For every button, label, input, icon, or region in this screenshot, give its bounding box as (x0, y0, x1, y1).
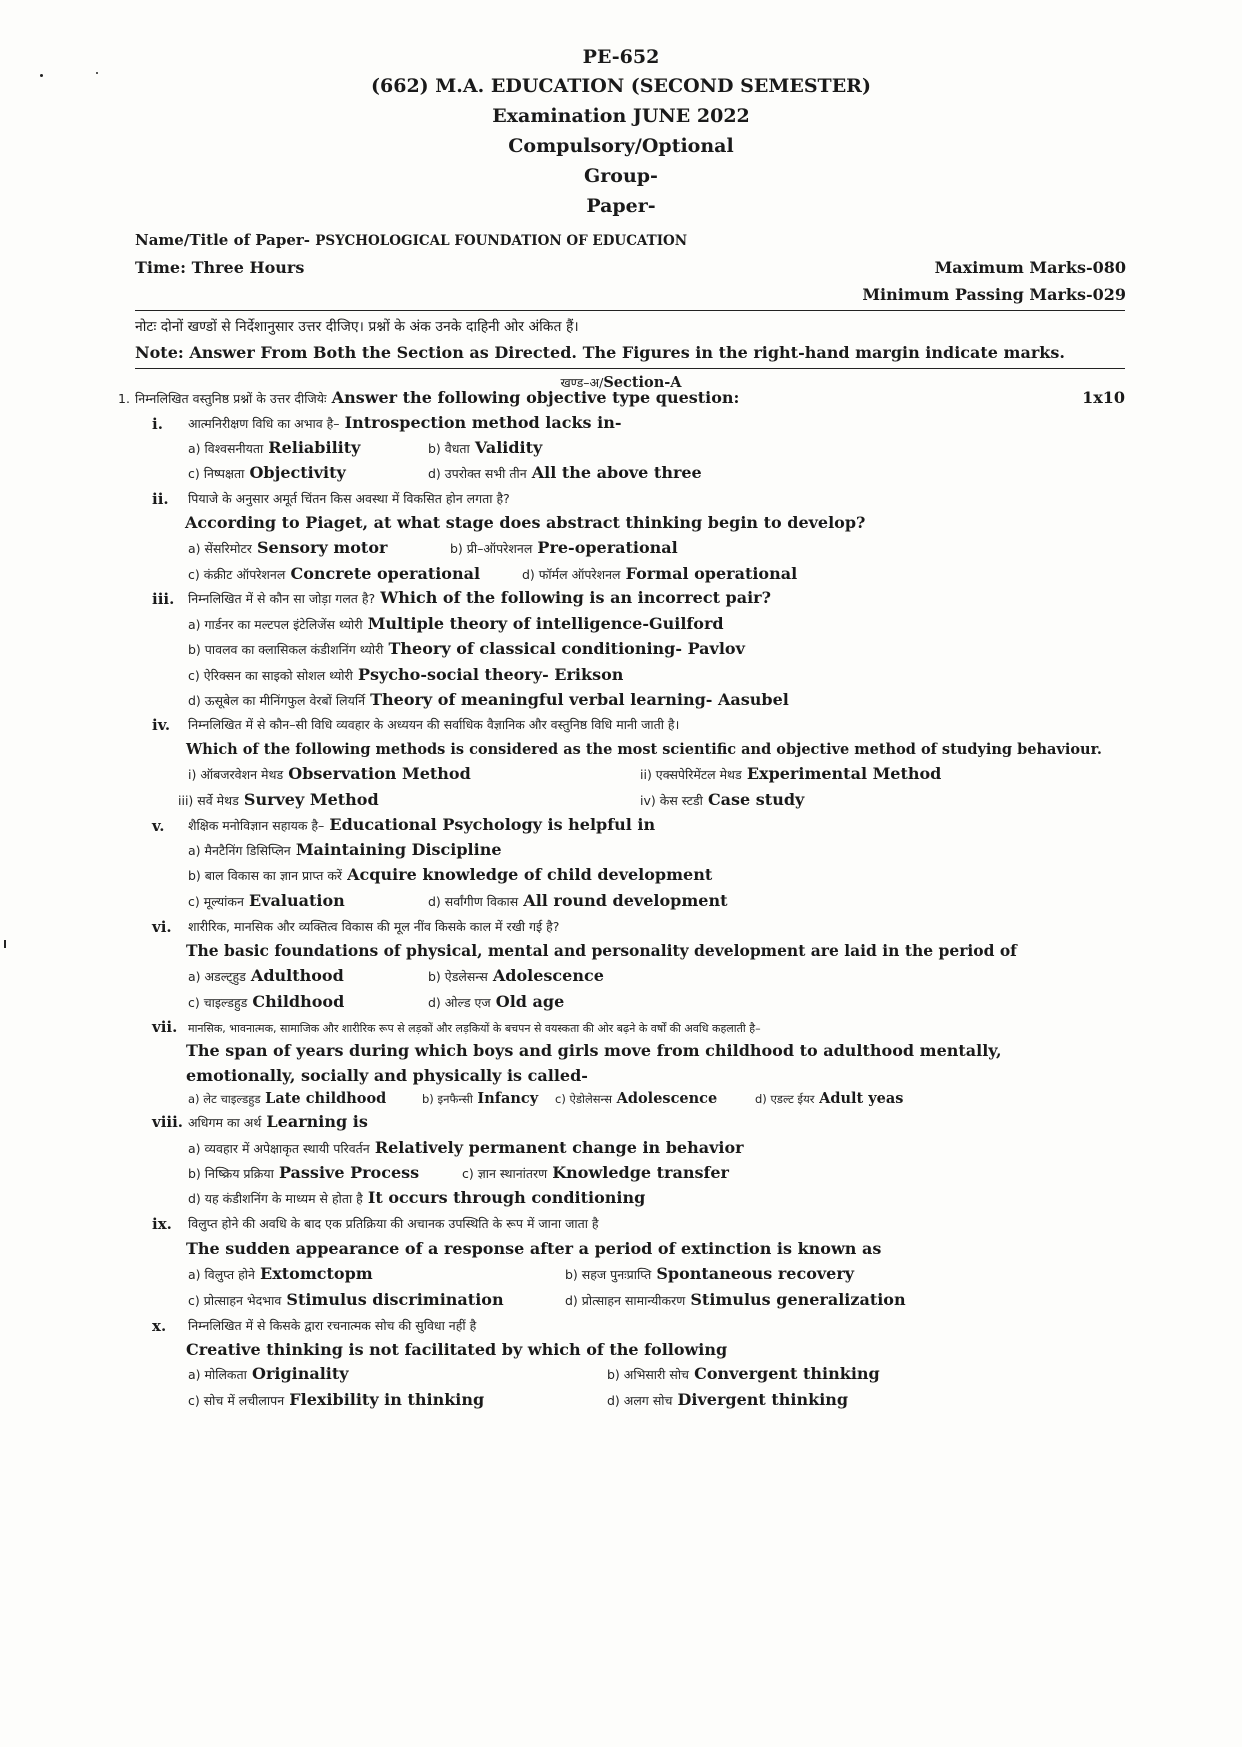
option-english: All round development (523, 891, 728, 910)
option-hindi: d) ऊसूबेल का मीनिंगफुल वेरबों लियर्नि (188, 693, 366, 708)
item-stem-english: Which of the following is an incorrect pair? (380, 588, 771, 607)
option (188, 840, 502, 861)
option (755, 1089, 903, 1109)
option-english: Extomctopm (260, 1264, 373, 1283)
option (188, 764, 471, 785)
option-hindi: d) अलग सोच (607, 1393, 673, 1408)
option (555, 1089, 717, 1109)
scan-speck (96, 72, 98, 74)
item-stem-hindi (188, 1315, 476, 1336)
item-number: i. (152, 415, 163, 433)
option-hindi: c) मूल्यांकन (188, 894, 244, 909)
option-english: Reliability (268, 438, 361, 457)
option-hindi: a) मोलिकता (188, 1367, 247, 1382)
note-english: Note: Answer From Both the Section as Directed. The Figures in the right-hand margin indicate marks. (135, 343, 1065, 362)
option-hindi: c) ऐरिक्सन का साइको सोशल थ्योरी (188, 668, 353, 683)
section-heading-hindi: खण्ड–अ/ (560, 375, 604, 390)
option-english: Evaluation (249, 891, 345, 910)
option-hindi: b) ऐडलेसन्स (428, 969, 488, 984)
option-english: Late childhood (265, 1090, 387, 1107)
group-label: Group- (584, 165, 658, 187)
item-stem-english-text: According to Piaget, at what stage does abstract thinking begin to develop? (185, 513, 866, 532)
paper-name-value: PSYCHOLOGICAL FOUNDATION OF EDUCATION (315, 233, 688, 249)
note-hindi: नोटः दोनों खण्डों से निर्देशानुसार उत्तर दीजिए। प्रश्नों के अंक उनके दाहिनी ओर अंकित हैं। (135, 319, 579, 335)
item-stem-english-text-2: emotionally, socially and physically is called- (186, 1066, 588, 1085)
item-stem-english-cont (186, 1066, 588, 1086)
option-english: Sensory motor (256, 538, 388, 557)
option (640, 764, 941, 785)
item-stem-hindi (188, 714, 679, 735)
item-stem (188, 1112, 368, 1133)
item-stem (188, 588, 771, 609)
item-stem-hindi (188, 488, 510, 509)
option-english: Old age (495, 992, 565, 1011)
question-1-marks: 1x10 (1082, 388, 1125, 407)
section-heading-english: Section-A (603, 374, 682, 391)
option (188, 614, 724, 635)
option-english: Flexibility in thinking (289, 1390, 485, 1409)
option-hindi: b) निष्क्रिय प्रक्रिया (188, 1166, 274, 1181)
option (188, 966, 344, 987)
option-hindi: d) उपरोक्त सभी तीन (428, 466, 527, 481)
item-stem-hindi-text: पियाजे के अनुसार अमूर्त चिंतन किस अवस्था में विकसित होन लगता है? (188, 491, 510, 506)
question-1-number: 1. (118, 391, 130, 406)
option (565, 1264, 854, 1285)
item-stem-english (186, 1041, 1002, 1061)
option-hindi: b) पावलव का क्लासिकल कंडीशनिंग थ्योरी (188, 642, 384, 657)
option-hindi: b) वैधता (428, 441, 470, 456)
option-english: Adolescence (616, 1090, 718, 1107)
option (178, 790, 379, 811)
option-hindi: c) निष्पक्षता (188, 466, 245, 481)
item-number: viii. (152, 1113, 184, 1131)
option-hindi: a) सेंसरिमोटर (188, 541, 252, 556)
option-hindi: d) फॉर्मल ऑपरेशनल (522, 567, 621, 582)
option (188, 1390, 484, 1411)
item-number: vi. (152, 918, 172, 936)
paper-code: PE-652 (582, 46, 660, 68)
option (188, 1188, 645, 1209)
option-english: Observation Method (288, 764, 471, 783)
option (188, 992, 344, 1013)
option (188, 690, 789, 711)
option (462, 1163, 729, 1184)
option-english: Stimulus discrimination (286, 1290, 504, 1309)
question-1 (118, 388, 739, 409)
option-hindi: c) कंक्रीट ऑपरेशनल (188, 567, 286, 582)
item-stem-english (186, 1239, 881, 1259)
option-english: Objectivity (249, 463, 346, 482)
option-english: It occurs through conditioning (367, 1188, 646, 1207)
option-english: Case study (707, 790, 805, 809)
option-hindi: iii) सर्वे मेथड (178, 793, 239, 808)
option-english: Multiple theory of intelligence-Guilford (367, 614, 724, 633)
item-stem-hindi-text: शारीरिक, मानसिक और व्यक्तित्व विकास की मूल नींव किसके काल में रखी गई है? (188, 919, 560, 934)
item-number: ii. (152, 490, 169, 508)
option-hindi: a) मैनटैनिंग डिसिप्लिन (188, 843, 291, 858)
course-title: (662) M.A. EDUCATION (SECOND SEMESTER) (371, 75, 871, 97)
option-english: Acquire knowledge of child development (347, 865, 713, 884)
option (188, 1138, 744, 1159)
option-hindi: a) अडल्ट्हुड (188, 969, 246, 984)
option (607, 1390, 848, 1411)
item-stem-hindi (188, 1017, 761, 1039)
option-hindi: b) प्री–ऑपरेशनल (450, 541, 533, 556)
option-english: All the above three (531, 463, 702, 482)
option (188, 1163, 419, 1184)
option-english: Originality (252, 1364, 349, 1383)
option (565, 1290, 906, 1311)
item-stem-hindi-text: मानसिक, भावनात्मक, सामाजिक और शारीरिक रूप से लड़कों और लड़कियों के बचपन से वयस्कता की ओर बढ़ने के वर्षों की अवधि कहलाती है– (188, 1022, 761, 1035)
item-stem-english (186, 1340, 727, 1360)
option-english: Adulthood (250, 966, 344, 985)
option (188, 438, 360, 459)
option-english: Spontaneous recovery (656, 1264, 855, 1283)
option-hindi: c) प्रोत्साहन भेदभाव (188, 1293, 282, 1308)
option (188, 665, 623, 686)
item-stem-hindi: अधिगम का अर्थ (188, 1115, 262, 1130)
option (188, 1089, 386, 1109)
option-english: Relatively permanent change in behavior (374, 1138, 744, 1157)
option-hindi: a) व्यवहार में अपेक्षाकृत स्थायी परिवर्तन (188, 1141, 370, 1156)
scan-speck (4, 940, 6, 948)
option-hindi: b) सहज पुनःप्राप्ति (565, 1267, 652, 1282)
option-hindi: ii) एक्सपेरिमेंटल मेथड (640, 767, 742, 782)
option-hindi: b) बाल विकास का ज्ञान प्राप्त करें (188, 868, 343, 883)
paper-type: Compulsory/Optional (508, 135, 734, 157)
item-stem-hindi: आत्मनिरीक्षण विधि का अभाव है– (188, 416, 340, 431)
item-number: x. (152, 1317, 167, 1335)
item-stem-hindi: निम्नलिखित में से कौन सा जोड़ा गलत है? (188, 591, 376, 606)
paper-name (135, 231, 687, 249)
item-stem-english: Introspection method lacks in- (344, 413, 622, 432)
option-english: Survey Method (243, 790, 379, 809)
minimum-passing-marks: Minimum Passing Marks-029 (862, 285, 1126, 304)
option (188, 1264, 373, 1285)
option-english: Theory of meaningful verbal learning- Aasubel (370, 690, 789, 709)
item-stem (188, 413, 621, 434)
option (607, 1364, 880, 1385)
item-stem-english (186, 740, 1102, 760)
option-english: Psycho-social theory- Erikson (357, 665, 624, 684)
item-stem-english-text: The sudden appearance of a response after a period of extinction is known as (186, 1239, 882, 1258)
option (522, 564, 797, 585)
option-hindi: c) ऐडोलेसन्स (555, 1092, 613, 1106)
exam-session: Examination JUNE 2022 (492, 105, 750, 127)
option-hindi: b) इनफैन्सी (422, 1092, 473, 1106)
option-english: Pre-operational (537, 538, 678, 557)
option (188, 538, 387, 559)
option-hindi: d) ओल्ड एज (428, 995, 491, 1010)
item-number: v. (152, 817, 165, 835)
option (428, 992, 564, 1013)
option-english: Knowledge transfer (552, 1163, 729, 1182)
item-number: vii. (152, 1018, 178, 1036)
divider (135, 368, 1125, 369)
paper-label: Paper- (586, 195, 656, 217)
option-hindi: c) ज्ञान स्थानांतरण (462, 1166, 548, 1181)
option (428, 438, 542, 459)
option-english: Formal operational (625, 564, 798, 583)
option-hindi: a) लेट चाइल्डहुड (188, 1092, 261, 1106)
option (188, 1364, 349, 1385)
option-hindi: a) गार्डनर का मल्टपल इंटेलिजेंस थ्योरी (188, 617, 363, 632)
item-stem-hindi: शैक्षिक मनोविज्ञान सहायक है– (188, 818, 325, 833)
option-english: Concrete operational (290, 564, 481, 583)
divider (135, 310, 1125, 311)
item-stem-hindi (188, 916, 559, 937)
option (450, 538, 678, 559)
option-hindi: d) सर्वांगीण विकास (428, 894, 519, 909)
option-hindi: iv) केस स्टडी (640, 793, 703, 808)
option (422, 1089, 538, 1109)
option (640, 790, 804, 811)
option (428, 966, 604, 987)
option (428, 463, 702, 484)
item-number: iii. (152, 590, 175, 608)
option-english: Convergent thinking (694, 1364, 880, 1383)
option-hindi: a) विश्वसनीयता (188, 441, 264, 456)
item-number: ix. (152, 1215, 172, 1233)
option (428, 891, 727, 912)
item-stem-hindi-text: विलुप्त होने की अवधि के बाद एक प्रतिक्रिया की अचानक उपस्थिति के रूप में जाना जाता है (188, 1216, 599, 1231)
option-english: Theory of classical conditioning- Pavlov (388, 639, 745, 658)
item-stem-english (185, 513, 865, 533)
option-hindi: d) यह कंडीशनिंग के माध्यम से होता है (188, 1191, 363, 1206)
option-english: Passive Process (278, 1163, 420, 1182)
option (188, 865, 712, 886)
option-english: Adolescence (492, 966, 604, 985)
option-hindi: i) ऑबजरवेशन मेथड (188, 767, 284, 782)
item-stem-english-text: The span of years during which boys and girls move from childhood to adulthood mentally, (186, 1041, 1002, 1060)
item-stem-hindi (188, 1213, 599, 1234)
item-stem-english (186, 941, 1017, 961)
option (188, 639, 745, 660)
item-stem-english-text: Which of the following methods is considered as the most scientific and objective method of studying behaviour. (186, 741, 1102, 758)
option (188, 891, 345, 912)
maximum-marks: Maximum Marks-080 (934, 258, 1126, 277)
time-allowed: Time: Three Hours (135, 258, 305, 277)
item-stem-hindi-text: निम्नलिखित में से कौन–सी विधि व्यवहार के अध्ययन की सर्वाधिक वैज्ञानिक और वस्तुनिष्ठ विधि मानी जाती है। (188, 717, 680, 732)
option (188, 564, 480, 585)
option-hindi: d) प्रोत्साहन सामान्यीकरण (565, 1293, 686, 1308)
option-hindi: c) सोच में लचीलापन (188, 1393, 285, 1408)
question-1-hindi: निम्नलिखित वस्तुनिष्ठ प्रश्नों के उत्तर दीजियेः (135, 391, 327, 406)
item-stem (188, 815, 655, 836)
option-english: Maintaining Discipline (295, 840, 502, 859)
item-stem-hindi-text: निम्नलिखित में से किसके द्वारा रचनात्मक सोच की सुविधा नहीं है (188, 1318, 477, 1333)
paper-name-label: Name/Title of Paper- (135, 231, 311, 249)
option-english: Childhood (252, 992, 345, 1011)
item-stem-english: Learning is (266, 1112, 368, 1131)
option-hindi: d) एडल्ट ईयर (755, 1092, 815, 1106)
option-english: Infancy (477, 1090, 539, 1107)
option-english: Experimental Method (746, 764, 942, 783)
option-english: Divergent thinking (677, 1390, 849, 1409)
item-stem-english-text: The basic foundations of physical, mental and personality development are laid in the period of (186, 941, 1017, 960)
item-stem-english-text: Creative thinking is not facilitated by which of the following (186, 1340, 728, 1359)
question-1-english: Answer the following objective type question: (331, 388, 740, 407)
option-english: Validity (474, 438, 543, 457)
item-stem-english: Educational Psychology is helpful in (329, 815, 656, 834)
option-english: Stimulus generalization (690, 1290, 906, 1309)
option (188, 463, 346, 484)
option-hindi: a) विलुप्त होने (188, 1267, 255, 1282)
option-hindi: b) अभिसारी सोच (607, 1367, 689, 1382)
item-number: iv. (152, 716, 171, 734)
option-english: Adult yeas (819, 1090, 904, 1107)
option-hindi: c) चाइल्डहुड (188, 995, 248, 1010)
option (188, 1290, 504, 1311)
